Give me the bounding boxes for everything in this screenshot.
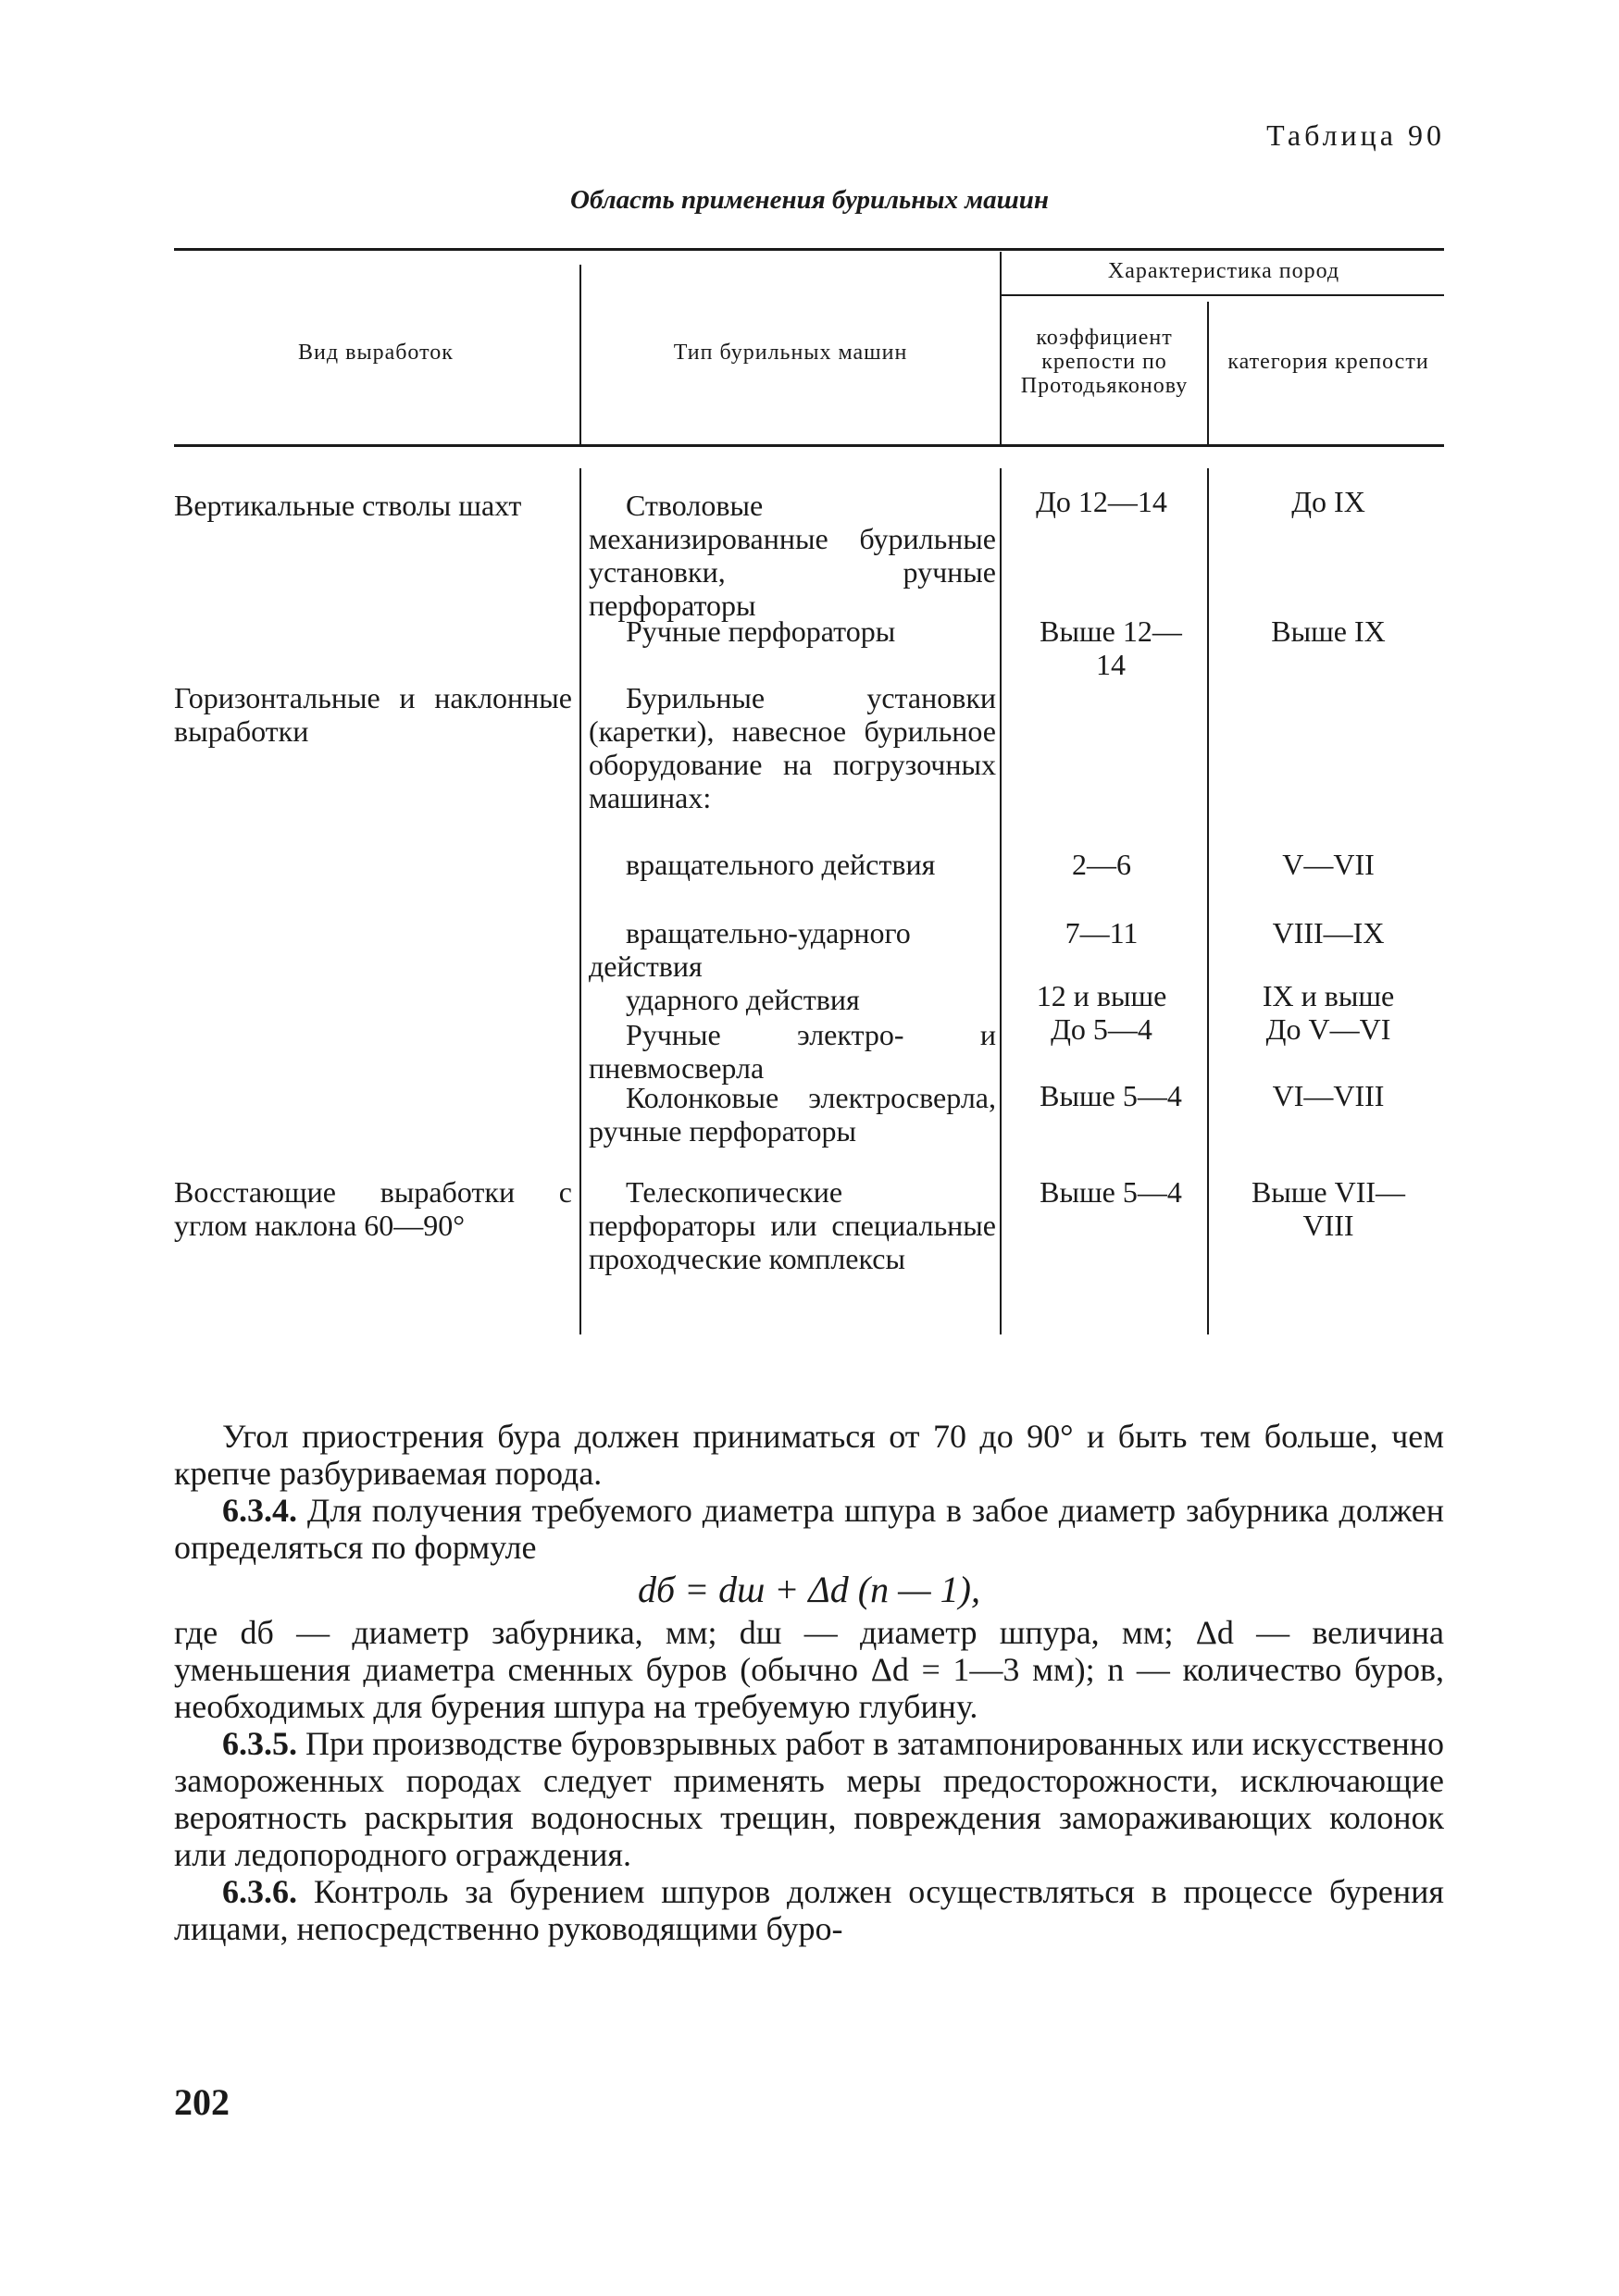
body-text xyxy=(174,1418,1444,1947)
row-coef-2: Выше 12—14 xyxy=(1040,614,1182,681)
header-machine-type: Тип бурильных машин xyxy=(673,341,908,365)
row-machine-5-text: вращательно-ударного действия xyxy=(589,916,911,983)
row-machine-3-text: Бурильные установки (каретки), навесное бурильное оборудование на погрузочных машинах: xyxy=(589,681,996,814)
header-divider-1 xyxy=(579,265,581,444)
clause-number-6-3-4: 6.3.4. xyxy=(222,1492,297,1529)
row-coef-6: 12 и выше xyxy=(1036,979,1167,1012)
paragraph-drill-angle: Угол приострения бура должен приниматься от 70 до 90° и быть тем больше, чем крепче разбуриваемая порода. xyxy=(174,1418,1444,1492)
header-bottom-rule xyxy=(174,444,1444,447)
row-machine-1-text: Стволовые механизированные бурильные установки, ручные перфораторы xyxy=(589,489,996,622)
clause-text-6-3-6: Контроль за бурением шпуров должен осуществляться в процессе бурения лицами, непосредственно руководящими буро- xyxy=(174,1873,1444,1947)
body-divider-1 xyxy=(579,468,581,1334)
row-cat-4: V—VII xyxy=(1282,848,1375,881)
clause-number-6-3-5: 6.3.5. xyxy=(222,1725,297,1762)
row-machine-5 xyxy=(589,916,996,983)
body-divider-3 xyxy=(1207,468,1209,1334)
row-coef-7: До 5—4 xyxy=(1051,1012,1152,1046)
row-machine-2-text: Ручные перфораторы xyxy=(626,614,896,648)
row-cat-2: Выше IX xyxy=(1271,614,1386,648)
row-machine-8-text: Колонковые электросверла, ручные перфораторы xyxy=(589,1081,996,1148)
paragraph-formula-legend: где dб — диаметр забурника, мм; dш — диаметр шпура, мм; Δd — величина уменьшения диаметра сменных буров (обычно Δd = 1—3 мм); n — количество буров, необходимых для бурения шпура на требуемую глубину. xyxy=(174,1614,1444,1725)
header-divider-3 xyxy=(1207,302,1209,444)
row-cat-5: VIII—IX xyxy=(1272,916,1385,949)
row-machine-7-text: Ручные электро- и пневмосверла xyxy=(589,1018,996,1085)
paragraph-6-3-4 xyxy=(174,1492,1444,1566)
row-cat-1: До IX xyxy=(1291,485,1365,518)
clause-text-6-3-5: При производстве буровзрывных работ в затампонированных или искусственно замороженных породах следует применять меры предосторожности, исключающие вероятность раскрытия водоносных трещин, повреждения замораживающих колонок или ледопородного ограждения. xyxy=(174,1725,1444,1873)
header-coefficient: коэффициент крепости по Протодьяконову xyxy=(1020,326,1189,398)
header-rock-characteristic: Характеристика пород xyxy=(1107,259,1340,283)
row-cat-7: До V—VI xyxy=(1265,1012,1391,1046)
table-title: Область применения бурильных машин xyxy=(570,185,1049,215)
row-machine-1 xyxy=(589,489,996,622)
formula: dб = dш + Δd (n — 1), xyxy=(638,1569,980,1610)
row-machine-3 xyxy=(589,681,996,814)
row-cat-6: IX и выше xyxy=(1262,979,1395,1012)
row-machine-9-text: Телескопические перфораторы или специальные проходческие комплексы xyxy=(589,1175,996,1275)
row-coef-4: 2—6 xyxy=(1072,848,1131,881)
header-work-type: Вид выработок xyxy=(298,341,454,365)
row-coef-9: Выше 5—4 xyxy=(1040,1175,1182,1209)
row-coef-8: Выше 5—4 xyxy=(1040,1079,1182,1112)
row-machine-9 xyxy=(589,1175,996,1275)
header-category: категория крепости xyxy=(1227,350,1429,374)
row-machine-2 xyxy=(589,614,996,648)
clause-number-6-3-6: 6.3.6. xyxy=(222,1873,297,1910)
header-divider-2 xyxy=(1000,252,1002,444)
row-work-raise: Восстающие выработки с углом наклона 60—90° xyxy=(174,1175,572,1242)
row-coef-5: 7—11 xyxy=(1065,916,1139,949)
row-machine-4-text: вращательного действия xyxy=(626,848,936,881)
row-machine-6 xyxy=(589,983,996,1016)
row-work-vertical: Вертикальные стволы шахт xyxy=(174,489,522,522)
row-work-horizontal: Горизонтальные и наклонные выработки xyxy=(174,681,572,748)
clause-text-6-3-4: Для получения требуемого диаметра шпура в забое диаметр забурника должен определяться по формуле xyxy=(174,1492,1444,1566)
body-divider-2 xyxy=(1000,468,1002,1334)
paragraph-6-3-6 xyxy=(174,1873,1444,1947)
row-machine-7 xyxy=(589,1018,996,1085)
row-machine-8 xyxy=(589,1081,996,1148)
row-cat-8: VI—VIII xyxy=(1272,1079,1385,1112)
paragraph-6-3-5 xyxy=(174,1725,1444,1873)
page-number: 202 xyxy=(174,2081,230,2123)
row-cat-9: Выше VII—VIII xyxy=(1251,1175,1406,1242)
row-machine-6-text: ударного действия xyxy=(626,983,860,1016)
table-number: Таблица 90 xyxy=(1266,118,1445,152)
group-header-rule xyxy=(1002,294,1444,296)
row-machine-4 xyxy=(589,848,996,881)
row-coef-1: До 12—14 xyxy=(1036,485,1167,518)
table-top-rule xyxy=(174,248,1444,251)
